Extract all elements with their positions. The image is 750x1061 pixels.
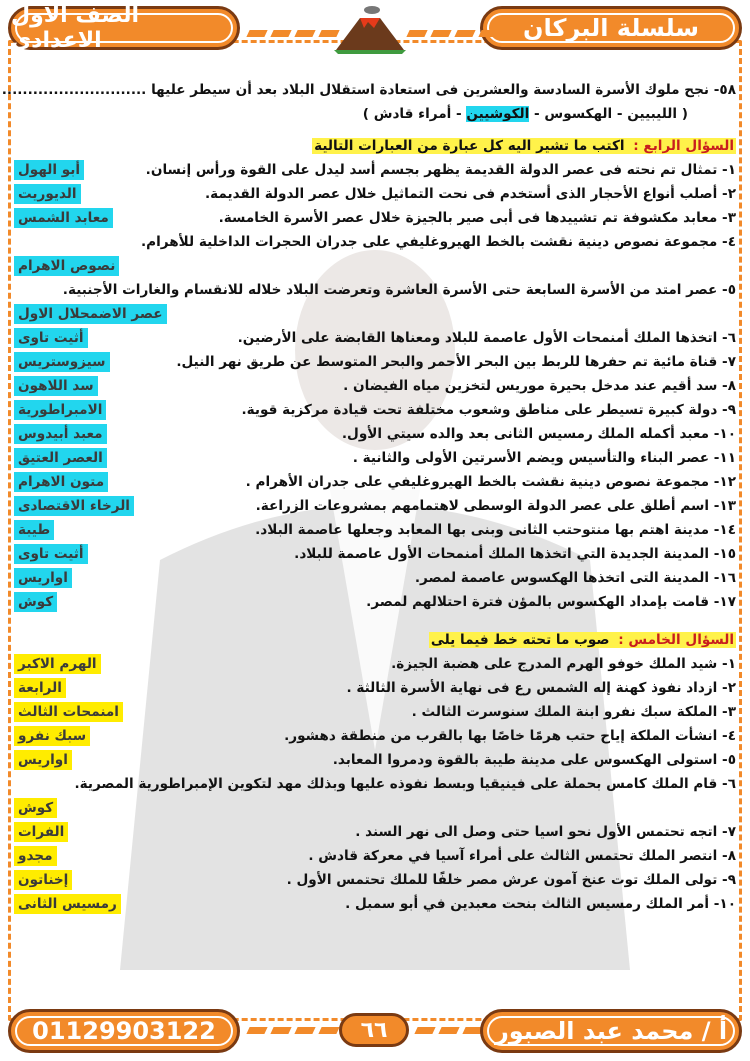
- phone-number: 01129903122: [32, 1017, 216, 1045]
- section-5-items: [14, 652, 736, 916]
- question-text: ٩- تولى الملك توت عنخ آمون عرش مصر خلفًا للملك تحتمس الأول .: [286, 872, 736, 888]
- answer-highlight: أثيت تاوى: [14, 328, 88, 348]
- question-text: ٩- دولة كبيرة تسيطر على مناطق وشعوب مختلفة تحت قيادة مركزية قوية.: [241, 402, 736, 418]
- question-item: [14, 566, 736, 590]
- question-item: [14, 700, 736, 724]
- question-text: ١٣- اسم أطلق على عصر الدولة الوسطى لاهتمامهم بمشروعات الزراعة.: [255, 498, 736, 514]
- answer-highlight: الفرات: [14, 822, 68, 842]
- question-text: ١- شيد الملك خوفو الهرم المدرج على هضبة الجيزة.: [391, 656, 736, 672]
- section-5-heading: [14, 628, 736, 652]
- question-text: ١٠- أمر الملك رمسيس الثالث بنحت معبدين في أبو سمبل .: [345, 896, 736, 912]
- question-text: ١٥- المدينة الجديدة التي اتخذها الملك أمنمحات الأول عاصمة للبلاد.: [294, 546, 736, 562]
- footer-dashes-left: [248, 1025, 338, 1035]
- answer-highlight: امنمحات الثالث: [14, 702, 123, 722]
- option-text: ( الليبيين - الهكسوس -: [529, 106, 688, 122]
- question-item: [14, 230, 736, 254]
- question-item: [14, 494, 736, 518]
- question-text: ١٤- مدينة اهتم بها منتوحتب الثانى وبنى بها المعابد وجعلها عاصمة البلاد.: [255, 522, 736, 538]
- question-text: ٨- سد أقيم عند مدخل بحيرة موريس لتخزين مياه الفيضان .: [343, 378, 736, 394]
- answer-highlight: الهرم الاكبر: [14, 654, 101, 674]
- question-58-options: [14, 102, 736, 126]
- page-number: ٦٦: [360, 1017, 388, 1043]
- answer-highlight: الامبراطورية: [14, 400, 106, 420]
- question-text: ٢- أصلب أنواع الأحجار الذى أستخدم فى نحت التماثيل خلال عصر الدولة القديمة.: [204, 186, 736, 202]
- section-5-label: السؤال الخامس :: [618, 632, 734, 648]
- series-title-banner: [480, 6, 742, 50]
- answer-highlight: الرابعة: [14, 678, 66, 698]
- answer-highlight: إخناتون: [14, 870, 72, 890]
- question-text: ٧- قناة مائية تم حفرها للربط بين البحر الأحمر والبحر المتوسط عن طريق نهر النيل.: [176, 354, 736, 370]
- author-banner: [480, 1009, 742, 1053]
- answer-highlight: اواريس: [14, 568, 72, 588]
- question-item: [14, 844, 736, 868]
- question-text: ٤- مجموعة نصوص دينية نقشت بالخط الهيروغليفي على جدران الحجرات الداخلية للأهرام.: [141, 234, 736, 250]
- section-4-items: [14, 158, 736, 614]
- answer-highlight: رمسيس الثانى: [14, 894, 121, 914]
- question-text: ٦- اتخذها الملك أمنمحات الأول عاصمة للبلاد ومعناها القابضة على الأرضين.: [237, 330, 736, 346]
- question-item: [14, 724, 736, 748]
- question-item: [14, 820, 736, 844]
- option-text: - أمراء قادش ): [362, 106, 467, 122]
- option-highlight: الكوشيين: [466, 106, 530, 122]
- question-item: [14, 470, 736, 494]
- question-text: ١٢- مجموعة نصوص دينية نقشت بالخط الهيروغليفي على جدران الأهرام .: [245, 474, 736, 490]
- answer-highlight: أبو الهول: [14, 160, 84, 180]
- question-item: [14, 446, 736, 470]
- question-text: ١١- عصر البناء والتأسيس ويضم الأسرتين الأولى والثانية .: [352, 450, 736, 466]
- question-item: [14, 398, 736, 422]
- header-dashes-right: [408, 28, 498, 38]
- section-4-label: السؤال الرابع :: [633, 138, 734, 154]
- series-title: سلسلة البركان: [523, 14, 699, 42]
- question-text: ٨- انتصر الملك تحتمس الثالث على أمراء آسيا في معركة قادش .: [308, 848, 736, 864]
- question-item: [14, 350, 736, 374]
- answer-highlight: طيبة: [14, 520, 54, 540]
- question-text: ١- تمثال تم نحته فى عصر الدولة القديمة يظهر بجسم أسد ليدل على القوة ورأس إنسان.: [145, 162, 736, 178]
- question-text: ٣- الملكة سبك نفرو ابنة الملك سنوسرت الثالث .: [411, 704, 736, 720]
- answer-highlight: كوش: [14, 592, 57, 612]
- question-item: [14, 206, 736, 230]
- question-text: ٢- ازداد نفوذ كهنة إله الشمس رع فى نهاية الأسرة الثالثة .: [346, 680, 736, 696]
- page-number-badge: [339, 1013, 409, 1047]
- answer-highlight: سبك نفرو: [14, 726, 90, 746]
- question-item: [14, 652, 736, 676]
- question-item: [14, 892, 736, 916]
- answer-row: [14, 302, 736, 326]
- volcano-icon: [332, 4, 408, 56]
- answer-highlight: اواريس: [14, 750, 72, 770]
- section-4-title: اكتب ما تشير اليه كل عبارة من العبارات التالية: [314, 138, 630, 154]
- answer-highlight: أثيت تاوى: [14, 544, 88, 564]
- question-item: [14, 158, 736, 182]
- section-4-heading: [14, 134, 736, 158]
- answer-highlight: سيزوستريس: [14, 352, 110, 372]
- question-58: [1, 78, 736, 102]
- answer-highlight: العصر العتيق: [14, 448, 107, 468]
- header-dashes-left: [248, 28, 338, 38]
- question-item: [14, 518, 736, 542]
- grade-title-banner: [8, 3, 240, 53]
- question-text: ٣- معابد مكشوفة تم تشييدها فى أبى صير بالجيزة خلال عصر الأسرة الخامسة.: [218, 210, 736, 226]
- answer-highlight: متون الاهرام: [14, 472, 108, 492]
- answer-highlight: سد اللاهون: [14, 376, 98, 396]
- question-text: ١٦- المدينة التى اتخذها الهكسوس عاصمة لمصر.: [414, 570, 736, 586]
- question-item: [14, 422, 736, 446]
- question-item: [14, 868, 736, 892]
- answer-row: [14, 254, 736, 278]
- question-item: [14, 590, 736, 614]
- author-name: أ / محمد عبد الصبور: [494, 1017, 728, 1045]
- grade-title: الصف الاول الاعدادى: [11, 3, 140, 53]
- section-5-title: صوب ما تحته خط فيما يلى: [430, 632, 615, 648]
- question-item: [14, 278, 736, 302]
- question-item: [14, 326, 736, 350]
- worksheet-content: [1, 78, 736, 916]
- answer-highlight: مجدو: [14, 846, 57, 866]
- question-item: [14, 676, 736, 700]
- question-item: [14, 542, 736, 566]
- question-text: ٥- استولى الهكسوس على مدينة طيبة بالقوة ودمروا المعابد.: [332, 752, 736, 768]
- answer-row: [14, 796, 736, 820]
- question-item: [14, 748, 736, 772]
- question-text: ٧- اتجه تحتمس الأول نحو اسيا حتى وصل الى نهر السند .: [355, 824, 736, 840]
- question-text: ١٠- معبد أكمله الملك رمسيس الثانى بعد والده سيتي الأول.: [341, 426, 736, 442]
- question-item: [14, 374, 736, 398]
- question-text: ٤- انشأت الملكة إياح حتب هرمًا خاصًا بها بالقرب من منطقة دهشور.: [284, 728, 736, 744]
- question-item: [14, 182, 736, 206]
- answer-highlight: كوش: [14, 798, 57, 818]
- phone-banner: [8, 1009, 240, 1053]
- answer-highlight: نصوص الاهرام: [14, 256, 119, 276]
- answer-highlight: معبد أبيدوس: [14, 424, 107, 444]
- question-item: [14, 772, 736, 796]
- answer-highlight: الديوريت: [14, 184, 81, 204]
- answer-highlight: معابد الشمس: [14, 208, 113, 228]
- answer-highlight: عصر الاضمحلال الاول: [14, 304, 167, 324]
- answer-highlight: الرخاء الاقتصادى: [14, 496, 134, 516]
- question-text: ١٧- قامت بإمداد الهكسوس بالمؤن فترة احتلالهم لمصر.: [366, 594, 736, 610]
- question-text: ٦- قام الملك كامس بحملة على فينيقيا وبسط نفوذه عليها وبذلك مهد لتكوين الإمبراطورية المصرية.: [74, 776, 736, 792]
- question-text: ٥- عصر امتد من الأسرة السابعة حتى الأسرة العاشرة وتعرضت البلاد خلاله للانقسام والغارات الأجنبية.: [62, 282, 736, 298]
- question-58-text: ٥٨- نجح ملوك الأسرة السادسة والعشرين فى استعادة استقلال البلاد بعد أن سيطر عليها ............................: [1, 82, 736, 98]
